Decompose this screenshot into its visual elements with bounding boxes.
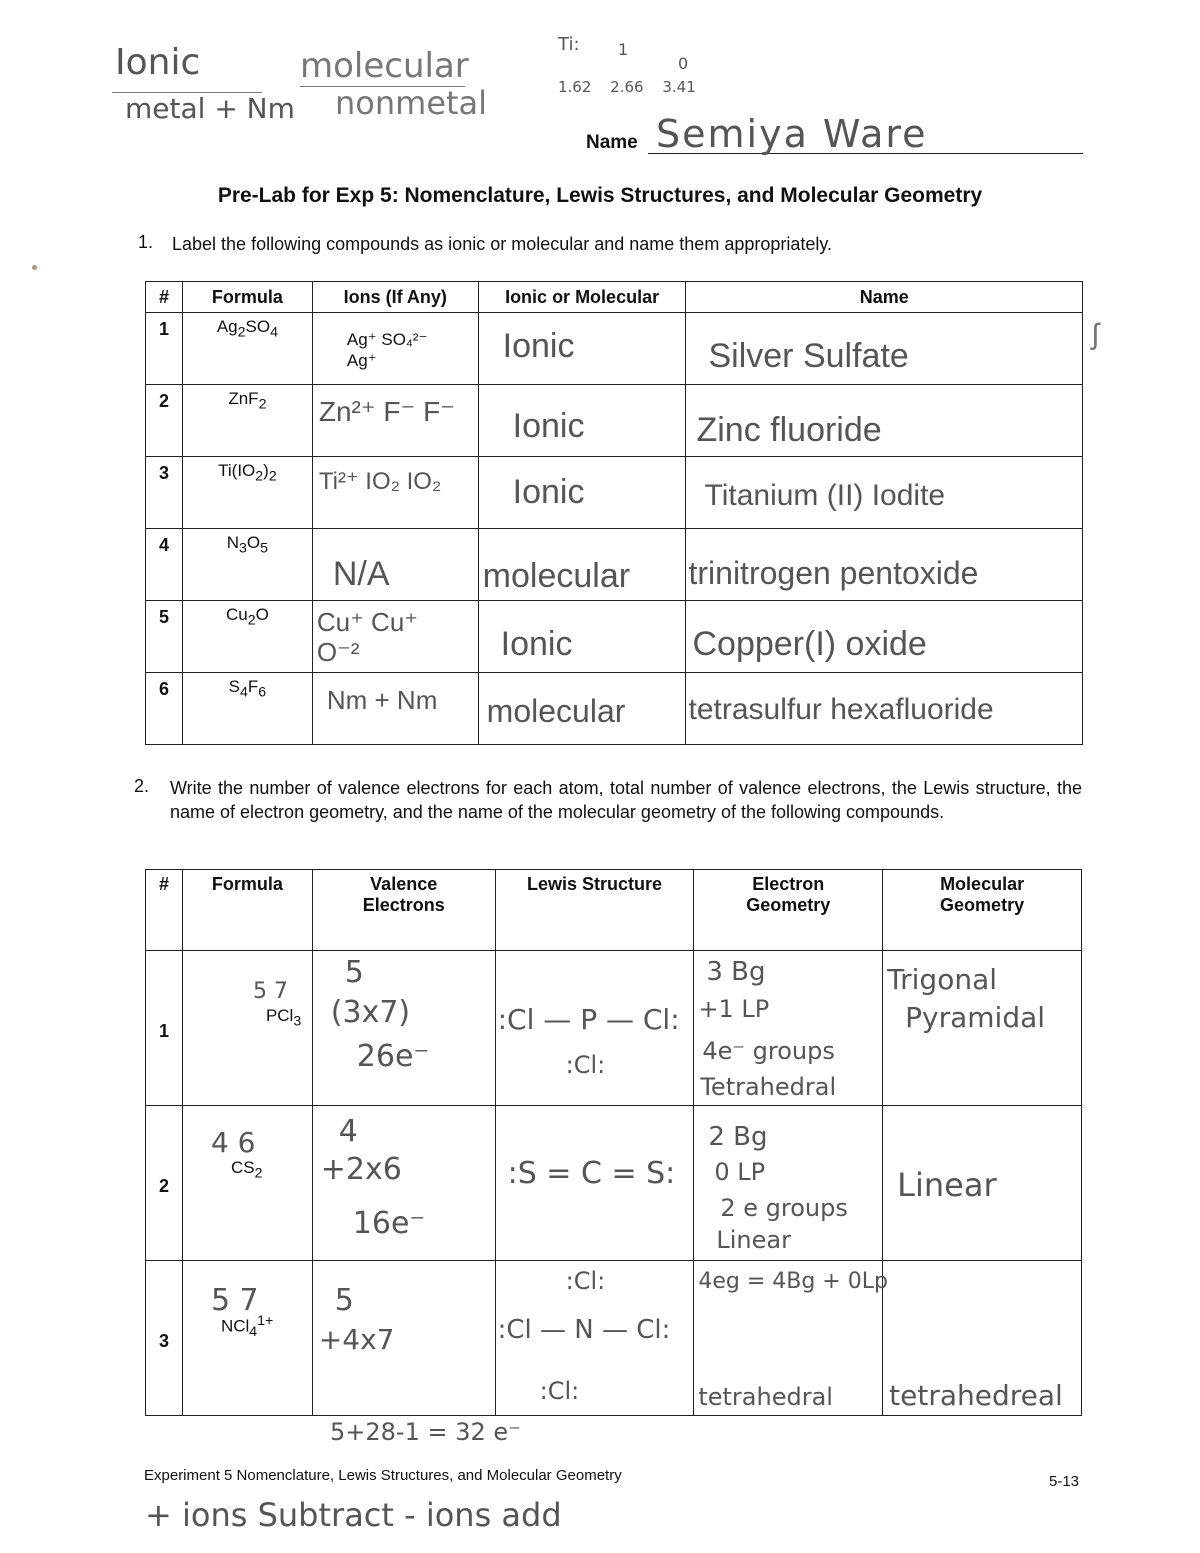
- formula-cell: [182, 385, 312, 457]
- page-title: Pre-Lab for Exp 5: Nomenclature, Lewis Structures, and Molecular Geometry: [217, 184, 983, 207]
- lewis-cell[interactable]: [495, 1106, 694, 1261]
- lewis-cell[interactable]: [495, 1261, 694, 1416]
- electron-line: 2 Bg: [708, 1122, 768, 1152]
- molecular-line: Pyramidal: [905, 1001, 1046, 1034]
- table-row: [146, 1106, 1082, 1261]
- name-answer: Copper(I) oxide: [692, 625, 927, 663]
- row-number: 3: [146, 1261, 183, 1416]
- molecular-geometry-cell[interactable]: [883, 951, 1082, 1106]
- valence-line: 16e⁻: [352, 1206, 426, 1241]
- formula-subscript: 4: [240, 684, 248, 701]
- column-header: Lewis Structure: [495, 870, 694, 951]
- valence-cell[interactable]: [312, 1106, 495, 1261]
- name-cell[interactable]: [686, 529, 1083, 601]
- table-row: [146, 529, 1083, 601]
- footer-left: Experiment 5 Nomenclature, Lewis Structures, and Molecular Geometry: [144, 1467, 622, 1484]
- formula-subscript: 2: [258, 396, 267, 413]
- type-answer: Ionic: [512, 473, 585, 511]
- row-number: 5: [146, 601, 183, 673]
- row-number: 2: [146, 1106, 183, 1261]
- formula-subscript: 3: [293, 1013, 302, 1030]
- formula-part: Cu: [225, 605, 248, 624]
- formula-part: N: [226, 533, 240, 552]
- valence-annotation: 5 7: [210, 1283, 259, 1318]
- formula-subscript: 2: [254, 1165, 263, 1182]
- formula-part: SO: [245, 317, 271, 336]
- name-cell[interactable]: [686, 457, 1083, 529]
- molecular-line: tetrahedreal: [889, 1379, 1063, 1412]
- formula-subscript: 2: [237, 324, 246, 341]
- electron-line: Linear: [716, 1226, 791, 1254]
- molecular-geometry-cell[interactable]: [883, 1106, 1082, 1261]
- name-label: Name: [586, 132, 638, 153]
- valence-line: +2x6: [320, 1152, 402, 1187]
- column-header: [312, 870, 495, 951]
- formula-cell: [182, 457, 312, 529]
- formula-cell: [182, 673, 312, 745]
- column-header: Ions (If Any): [312, 282, 478, 313]
- name-answer: Zinc fluoride: [696, 411, 882, 449]
- column-header: Name: [686, 282, 1083, 313]
- electron-geometry-cell[interactable]: [694, 1261, 888, 1416]
- formula-cell: [182, 601, 312, 673]
- electron-line: 4eg = 4Bg + 0Lp: [698, 1269, 888, 1294]
- note-one: 1: [618, 40, 629, 59]
- question-1-text: Label the following compounds as ionic or molecular and name them appropriately.: [172, 234, 833, 254]
- column-header: Formula: [182, 282, 312, 313]
- formula-part: F: [247, 677, 259, 696]
- electron-line: tetrahedral: [698, 1383, 833, 1411]
- formula: [231, 1158, 263, 1181]
- formula-part: S: [228, 677, 240, 696]
- table-row: [146, 601, 1083, 673]
- valence-cell[interactable]: [312, 951, 495, 1106]
- row-number: 2: [146, 385, 183, 457]
- electron-geometry-cell[interactable]: [694, 1106, 883, 1261]
- electron-line: 0 LP: [714, 1158, 766, 1186]
- table-row: [146, 457, 1083, 529]
- formula-part: Ag: [216, 317, 238, 336]
- ions-printed: [347, 329, 428, 371]
- lewis-cell[interactable]: [495, 951, 694, 1106]
- formula-subscript: 2: [268, 468, 277, 485]
- type-cell[interactable]: [478, 457, 686, 529]
- lewis-line: :Cl — P — Cl:: [497, 1003, 680, 1036]
- page-number: 5-13: [1049, 1473, 1080, 1490]
- note-zero: 0: [678, 54, 689, 73]
- electron-line: 4e⁻ groups: [702, 1037, 835, 1065]
- molecular-geometry-cell[interactable]: [883, 1261, 1082, 1416]
- lewis-line: :Cl — N — Cl:: [497, 1315, 671, 1345]
- valence-line: 4: [338, 1114, 358, 1149]
- type-cell[interactable]: [478, 313, 686, 385]
- formula-subscript: 5: [260, 540, 269, 557]
- name-cell[interactable]: [686, 313, 1083, 385]
- row-number: 1: [146, 951, 183, 1106]
- molecular-line: Trigonal: [887, 963, 998, 996]
- formula-cell: [182, 313, 312, 385]
- column-header-text: Valence Electrons: [362, 874, 445, 915]
- type-cell[interactable]: [478, 529, 686, 601]
- formula-cell: [182, 951, 312, 1106]
- ions-line-1: Ag⁺ SO₄²⁻: [346, 330, 428, 349]
- formula-subscript: 4: [249, 1324, 258, 1341]
- bottom-note: + ions Subtract - ions add: [145, 1496, 562, 1534]
- question-1-number: 1.: [138, 232, 154, 252]
- note-metal-nm: metal + Nm: [125, 92, 295, 125]
- formula-part: ): [263, 461, 269, 480]
- valence-cell[interactable]: [312, 1261, 495, 1416]
- valence-line: 26e⁻: [356, 1039, 430, 1074]
- table-2: [145, 869, 1082, 1416]
- formula: [266, 1006, 301, 1029]
- column-header-text: Electron Geometry: [746, 874, 831, 915]
- formula-subscript: 4: [270, 324, 278, 341]
- formula-part: O: [255, 605, 269, 624]
- type-answer: Ionic: [512, 407, 585, 445]
- electron-sum-note: 5+28-1 = 32 e⁻: [330, 1418, 521, 1446]
- ions-answer: Zn²⁺ F⁻ F⁻: [318, 396, 455, 427]
- row-number: 6: [146, 673, 183, 745]
- table-row: [146, 385, 1083, 457]
- valence-line: +4x7: [318, 1323, 395, 1356]
- ions-answer: Ti²⁺ IO₂ IO₂: [318, 468, 442, 495]
- table-row: [146, 673, 1083, 745]
- ions-cell[interactable]: [312, 385, 478, 457]
- note-ti: Ti:: [558, 34, 580, 55]
- formula-cell: [182, 1261, 312, 1416]
- column-header: [883, 870, 1082, 951]
- formula: [221, 1313, 273, 1340]
- column-header: [694, 870, 883, 951]
- note-ionic: Ionic: [115, 42, 201, 83]
- formula-subscript: 3: [239, 540, 247, 557]
- note-values: 1.62 2.66 3.41: [558, 78, 696, 96]
- lewis-line: :S = C = S:: [507, 1156, 676, 1191]
- lewis-line: :Cl:: [565, 1051, 606, 1079]
- valence-annotation: 5 7: [252, 979, 288, 1004]
- table-row: [146, 951, 1082, 1106]
- margin-mark: ʃ: [1092, 318, 1099, 351]
- valence-line: (3x7): [330, 995, 411, 1030]
- type-cell[interactable]: [478, 673, 686, 745]
- valence-line: 5: [334, 1283, 354, 1318]
- column-header: #: [146, 282, 183, 313]
- type-cell[interactable]: [478, 385, 686, 457]
- row-number: 4: [146, 529, 183, 601]
- name-cell[interactable]: [686, 601, 1083, 673]
- electron-line: 2 e groups: [720, 1194, 848, 1222]
- electron-geometry-cell[interactable]: [694, 951, 883, 1106]
- type-answer: Ionic: [500, 625, 573, 663]
- formula-cell: [182, 1106, 312, 1261]
- ions-cell[interactable]: [312, 457, 478, 529]
- type-answer: molecular: [482, 557, 631, 595]
- lewis-line: :Cl:: [539, 1377, 580, 1405]
- column-header: Formula: [182, 870, 312, 951]
- formula-cell: [182, 529, 312, 601]
- table-1: [145, 281, 1083, 745]
- column-header: #: [146, 870, 183, 951]
- formula-part: NCl: [220, 1316, 250, 1336]
- formula-part: PCl: [265, 1006, 294, 1025]
- name-cell[interactable]: [686, 385, 1083, 457]
- ions-line-2: Ag⁺: [346, 351, 377, 370]
- ions-cell[interactable]: [312, 529, 478, 601]
- electron-line: +1 LP: [698, 995, 770, 1023]
- ions-answer: Cu⁺ Cu⁺ O⁻²: [316, 607, 419, 667]
- question-2-text: Write the number of valence electrons for each atom, total number of valence electrons, the Lewis structure, the name of electron geometry, and the name of the molecular geometry of the following compounds.: [170, 778, 1082, 822]
- lewis-line: :Cl:: [565, 1267, 606, 1295]
- column-header-text: Molecular Geometry: [940, 874, 1025, 915]
- valence-line: 5: [344, 955, 364, 990]
- formula-part: CS: [230, 1158, 255, 1177]
- question-2-number: 2.: [134, 776, 150, 796]
- formula-part: Ti(IO: [218, 461, 256, 480]
- note-molecular: molecular: [300, 46, 469, 86]
- type-answer: molecular: [486, 693, 626, 729]
- formula-charge: 1+: [257, 1313, 274, 1329]
- formula-part: O: [246, 533, 261, 552]
- name-answer: tetrasulfur hexafluoride: [688, 693, 994, 726]
- note-nonmetal: nonmetal: [335, 84, 488, 122]
- table-row: [146, 313, 1083, 385]
- valence-annotation: 4 6: [210, 1126, 256, 1159]
- name-answer: Silver Sulfate: [708, 337, 909, 375]
- ions-cell[interactable]: [312, 313, 478, 385]
- formula-subscript: 2: [247, 612, 256, 629]
- electron-line: Tetrahedral: [700, 1073, 837, 1101]
- name-answer: trinitrogen pentoxide: [688, 555, 979, 591]
- row-number: 3: [146, 457, 183, 529]
- ions-answer: N/A: [332, 555, 390, 593]
- formula-subscript: 2: [255, 468, 264, 485]
- table-1-header-row: [146, 282, 1083, 313]
- name-answer: Titanium (II) Iodite: [704, 479, 946, 512]
- stray-mark: [32, 265, 37, 270]
- ions-cell[interactable]: [312, 601, 478, 673]
- table-row: [146, 1261, 1082, 1416]
- name-value[interactable]: Semiya Ware: [656, 112, 928, 156]
- ions-answer: Nm + Nm: [326, 685, 438, 715]
- type-cell[interactable]: [478, 601, 686, 673]
- formula-subscript: 6: [258, 684, 267, 701]
- molecular-line: Linear: [897, 1166, 997, 1204]
- electron-line: 3 Bg: [706, 957, 766, 987]
- type-answer: Ionic: [502, 327, 575, 365]
- name-cell[interactable]: [686, 673, 1083, 745]
- column-header: Ionic or Molecular: [478, 282, 686, 313]
- table-2-header-row: [146, 870, 1082, 951]
- ions-cell[interactable]: [312, 673, 478, 745]
- formula-part: ZnF: [228, 389, 259, 408]
- row-number: 1: [146, 313, 183, 385]
